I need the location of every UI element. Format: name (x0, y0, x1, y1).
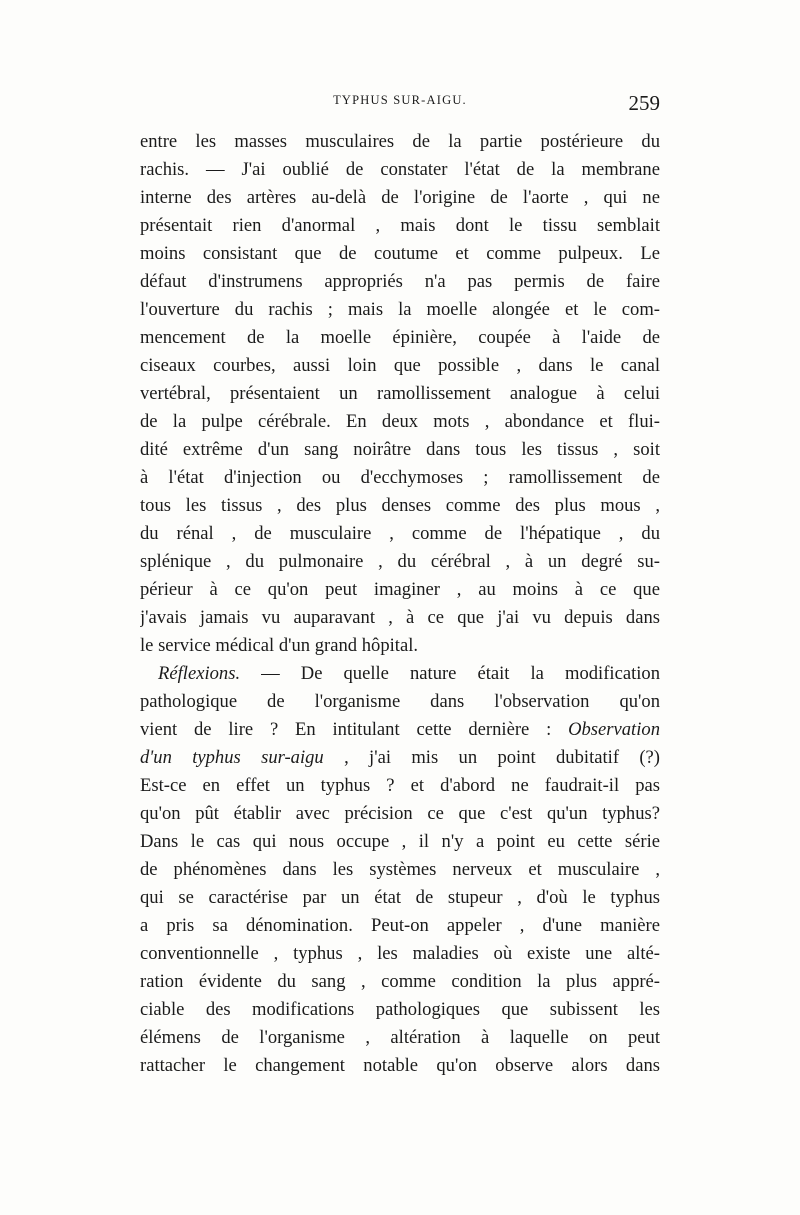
running-title: TYPHUS SUR-AIGU. (333, 93, 467, 107)
section-heading-reflexions: Réflexions. (158, 663, 241, 684)
text-line: splénique , du pulmonaire , du cérébral , à un degré su- (140, 551, 660, 572)
text-line: tous les tissus , des plus denses comme des plus mous , (140, 495, 660, 516)
text-line: l'ouverture du rachis ; mais la moelle alongée et le com- (140, 299, 660, 320)
text-line: élémens de l'organisme , altération à laquelle on peut (140, 1027, 660, 1048)
text-line: qui se caractérise par un état de stupeur , d'où le typhus (140, 887, 660, 908)
text-line: ciable des modifications pathologiques que subissent les (140, 999, 660, 1020)
text-line: vertébral, présentaient un ramollissement analogue à celui (140, 383, 660, 404)
text-line: périeur à ce qu'on peut imaginer , au moins à ce que (140, 579, 660, 600)
text-line: de phénomènes dans les systèmes nerveux et musculaire , (140, 859, 660, 880)
paragraph-end-line: le service médical d'un grand hôpital. (140, 635, 419, 656)
text-line: j'avais jamais vu auparavant , à ce que j'ai vu depuis dans (140, 607, 660, 628)
text-line: présentait rien d'anormal , mais dont le tissu semblait (140, 215, 660, 236)
text-fragment: , j'ai mis un point dubitatif (?) (323, 747, 660, 768)
text-line: ciseaux courbes, aussi loin que possible , dans le canal (140, 355, 660, 376)
text-line: qu'on pût établir avec précision ce que c'est qu'un typhus? (140, 803, 660, 824)
section-start-line (140, 660, 660, 688)
text-line: moins consistant que de coutume et comme pulpeux. Le (140, 243, 660, 264)
text-line: défaut d'instrumens appropriés n'a pas permis de faire (140, 271, 660, 292)
running-head (140, 91, 660, 115)
text-line (140, 744, 660, 772)
text-line: rattacher le changement notable qu'on observe alors dans (140, 1055, 660, 1076)
text-line: rachis. — J'ai oublié de constater l'état de la membrane (140, 159, 660, 180)
text-line: ration évidente du sang , comme condition la plus appré- (140, 971, 660, 992)
text-line: dité extrême d'un sang noirâtre dans tous les tissus , soit (140, 439, 660, 460)
text-fragment: vient de lire ? En intitulant cette dernière : (140, 719, 569, 740)
text-line: Dans le cas qui nous occupe , il n'y a point eu cette série (140, 831, 660, 852)
text-line: interne des artères au-delà de l'origine de l'aorte , qui ne (140, 187, 660, 208)
text-line: pathologique de l'organisme dans l'observation qu'on (140, 691, 660, 712)
text-line: du rénal , de musculaire , comme de l'hépatique , du (140, 523, 660, 544)
italic-title-fragment: d'un typhus sur-aigu (140, 747, 324, 768)
text-line: conventionnelle , typhus , les maladies où existe une alté- (140, 943, 660, 964)
text-line: à l'état d'injection ou d'ecchymoses ; ramollissement de (140, 467, 660, 488)
page-number: 259 (628, 91, 660, 115)
italic-title-fragment: Observation (568, 719, 660, 740)
text-line: mencement de la moelle épinière, coupée à l'aide de (140, 327, 660, 348)
text-fragment: — De quelle nature était la modification (240, 663, 660, 684)
body-text (140, 128, 660, 1080)
text-line: entre les masses musculaires de la partie postérieure du (140, 131, 660, 152)
text-line (140, 716, 660, 744)
text-line: a pris sa dénomination. Peut-on appeler , d'une manière (140, 915, 660, 936)
text-line: de la pulpe cérébrale. En deux mots , abondance et flui- (140, 411, 660, 432)
text-line: Est-ce en effet un typhus ? et d'abord ne faudrait-il pas (140, 775, 660, 796)
